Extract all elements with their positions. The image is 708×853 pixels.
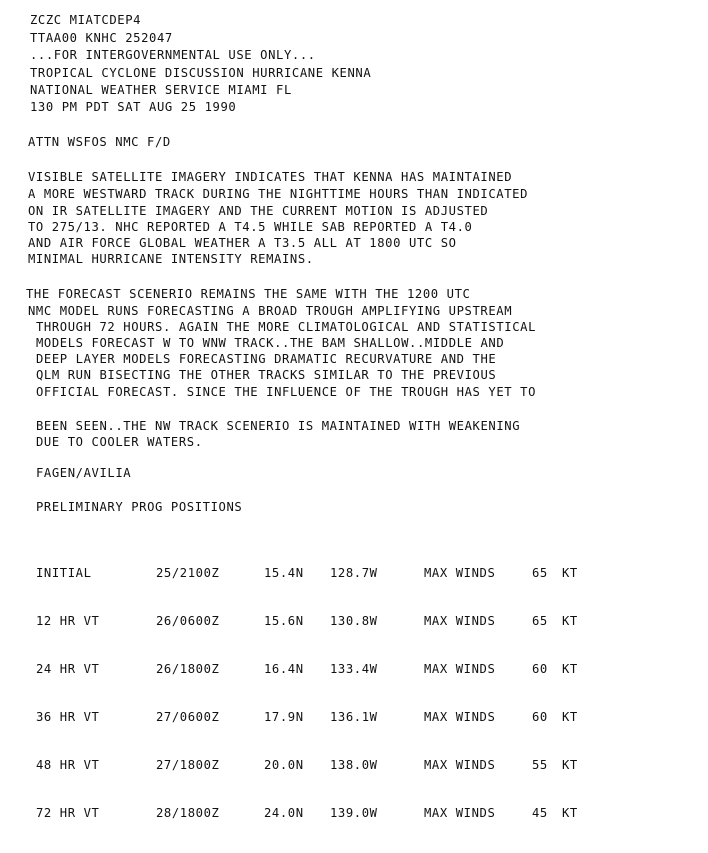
prog-row-time: 25/2100Z xyxy=(156,566,220,580)
prog-row-time: 26/0600Z xyxy=(156,614,220,628)
prog-row-winds-label: MAX WINDS xyxy=(424,614,496,628)
prog-row-time: 28/1800Z xyxy=(156,806,220,820)
signature: FAGEN/AVILIA xyxy=(36,466,132,480)
prog-row-winds-label: MAX WINDS xyxy=(424,758,496,772)
para2-line: THE FORECAST SCENERIO REMAINS THE SAME WITH THE 1200 UTC xyxy=(26,287,471,301)
prog-row-winds-label: MAX WINDS xyxy=(424,806,496,820)
prog-row-lat: 17.9N xyxy=(264,710,304,724)
prog-row-speed: 65 xyxy=(532,566,548,580)
para3-line: DUE TO COOLER WATERS. xyxy=(36,435,203,449)
prog-row-label: 48 HR VT xyxy=(36,758,100,772)
prog-row-label: INITIAL xyxy=(36,566,92,580)
prog-row-label: 12 HR VT xyxy=(36,614,100,628)
para2-line: OFFICIAL FORECAST. SINCE THE INFLUENCE OF THE TROUGH HAS YET TO xyxy=(36,385,537,399)
para2-line: MODELS FORECAST W TO WNW TRACK..THE BAM SHALLOW..MIDDLE AND xyxy=(36,336,505,350)
prog-row-speed: 45 xyxy=(532,806,548,820)
prog-row-label: 24 HR VT xyxy=(36,662,100,676)
prog-row-lon: 136.1W xyxy=(330,710,378,724)
prog-row-winds-label: MAX WINDS xyxy=(424,566,496,580)
para1-line: TO 275/13. NHC REPORTED A T4.5 WHILE SAB REPORTED A T4.0 xyxy=(28,220,473,234)
prog-row-winds-label: MAX WINDS xyxy=(424,662,496,676)
para1-line: AND AIR FORCE GLOBAL WEATHER A T3.5 ALL AT 1800 UTC SO xyxy=(28,236,457,250)
para1-line: MINIMAL HURRICANE INTENSITY REMAINS. xyxy=(28,252,314,266)
prog-row-speed: 55 xyxy=(532,758,548,772)
prog-row-lon: 128.7W xyxy=(330,566,378,580)
prog-row-unit: KT xyxy=(562,710,578,724)
attn-line: ATTN WSFOS NMC F/D xyxy=(28,135,171,149)
prog-row-lat: 15.6N xyxy=(264,614,304,628)
prog-row-lat: 16.4N xyxy=(264,662,304,676)
header-line-4: TROPICAL CYCLONE DISCUSSION HURRICANE KENNA xyxy=(30,66,372,80)
prog-row-speed: 65 xyxy=(532,614,548,628)
prog-row-label: 36 HR VT xyxy=(36,710,100,724)
para3-line: BEEN SEEN..THE NW TRACK SCENERIO IS MAINTAINED WITH WEAKENING xyxy=(36,419,521,433)
para1-line: ON IR SATELLITE IMAGERY AND THE CURRENT MOTION IS ADJUSTED xyxy=(28,204,489,218)
prog-row-lon: 130.8W xyxy=(330,614,378,628)
prog-row-time: 27/0600Z xyxy=(156,710,220,724)
prog-row-time: 26/1800Z xyxy=(156,662,220,676)
para2-line: THROUGH 72 HOURS. AGAIN THE MORE CLIMATOLOGICAL AND STATISTICAL xyxy=(36,320,537,334)
prog-row-unit: KT xyxy=(562,614,578,628)
prog-positions-title: PRELIMINARY PROG POSITIONS xyxy=(36,500,243,514)
prog-row-speed: 60 xyxy=(532,662,548,676)
header-line-1: ZCZC MIATCDEP4 xyxy=(30,13,142,27)
para2-line: NMC MODEL RUNS FORECASTING A BROAD TROUGH AMPLIFYING UPSTREAM xyxy=(28,304,513,318)
prog-row-unit: KT xyxy=(562,662,578,676)
para1-line: A MORE WESTWARD TRACK DURING THE NIGHTTIME HOURS THAN INDICATED xyxy=(28,187,529,201)
prog-row-winds-label: MAX WINDS xyxy=(424,710,496,724)
prog-row-lat: 24.0N xyxy=(264,806,304,820)
header-line-5: NATIONAL WEATHER SERVICE MIAMI FL xyxy=(30,83,292,97)
para2-line: DEEP LAYER MODELS FORECASTING DRAMATIC RECURVATURE AND THE xyxy=(36,352,497,366)
prog-row-lat: 15.4N xyxy=(264,566,304,580)
prog-row-label: 72 HR VT xyxy=(36,806,100,820)
header-line-6: 130 PM PDT SAT AUG 25 1990 xyxy=(30,100,237,114)
prog-row-lon: 138.0W xyxy=(330,758,378,772)
prog-row-speed: 60 xyxy=(532,710,548,724)
prog-row-unit: KT xyxy=(562,806,578,820)
prog-row-unit: KT xyxy=(562,566,578,580)
para1-line: VISIBLE SATELLITE IMAGERY INDICATES THAT KENNA HAS MAINTAINED xyxy=(28,170,513,184)
para2-line: QLM RUN BISECTING THE OTHER TRACKS SIMILAR TO THE PREVIOUS xyxy=(36,368,497,382)
prog-row-time: 27/1800Z xyxy=(156,758,220,772)
prog-row-unit: KT xyxy=(562,758,578,772)
header-line-3: ...FOR INTERGOVERNMENTAL USE ONLY... xyxy=(30,48,316,62)
prog-row-lon: 139.0W xyxy=(330,806,378,820)
prog-row-lon: 133.4W xyxy=(330,662,378,676)
header-line-2: TTAA00 KNHC 252047 xyxy=(30,31,173,45)
prog-row-lat: 20.0N xyxy=(264,758,304,772)
